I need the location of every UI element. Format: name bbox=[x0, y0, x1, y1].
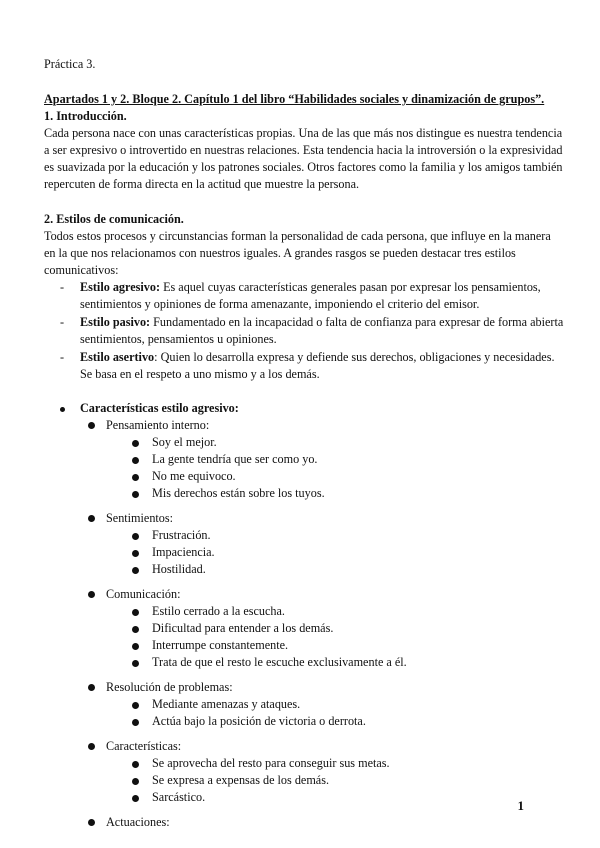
characteristic-group bbox=[80, 417, 564, 502]
characteristic-item bbox=[106, 789, 564, 806]
characteristic-item-text: Frustración. bbox=[152, 528, 211, 542]
characteristic-group bbox=[80, 510, 564, 578]
characteristic-group-label: Resolución de problemas: bbox=[106, 680, 233, 694]
characteristic-group bbox=[80, 814, 564, 831]
characteristic-item bbox=[106, 772, 564, 789]
characteristic-item-text: Se aprovecha del resto para conseguir sus metas. bbox=[152, 756, 390, 770]
style-term: Estilo agresivo: bbox=[80, 280, 161, 294]
characteristic-group-label: Pensamiento interno: bbox=[106, 418, 210, 432]
square-bullet-icon bbox=[132, 660, 139, 667]
bullet-icon bbox=[60, 407, 65, 412]
hollow-bullet-icon bbox=[88, 684, 95, 691]
square-bullet-icon bbox=[132, 778, 139, 785]
square-bullet-icon bbox=[132, 626, 139, 633]
hollow-bullet-icon bbox=[88, 819, 95, 826]
style-description: Fundamentado en la incapacidad o falta de confianza para expresar de forma abierta sentimientos, pensamientos u opiniones. bbox=[80, 315, 564, 346]
style-description: : Quien lo desarrolla expresa y defiende sus derechos, obligaciones y necesidades. Se basa en el respeto a uno mismo y a los demás. bbox=[80, 350, 555, 381]
characteristic-item bbox=[106, 561, 564, 578]
style-term: Estilo asertivo bbox=[80, 350, 155, 364]
characteristic-items bbox=[106, 696, 564, 730]
style-aggressive bbox=[44, 279, 564, 313]
characteristic-items bbox=[106, 434, 564, 502]
style-passive bbox=[44, 314, 564, 348]
characteristic-item bbox=[106, 468, 564, 485]
characteristic-group-label: Características: bbox=[106, 739, 182, 753]
square-bullet-icon bbox=[132, 567, 139, 574]
characteristic-item bbox=[106, 544, 564, 561]
document-page bbox=[44, 56, 564, 839]
characteristic-item-text: Se expresa a expensas de los demás. bbox=[152, 773, 329, 787]
characteristic-item-text: Mediante amenazas y ataques. bbox=[152, 697, 301, 711]
characteristic-item bbox=[106, 696, 564, 713]
characteristic-items bbox=[106, 603, 564, 671]
characteristic-group-label: Comunicación: bbox=[106, 587, 181, 601]
square-bullet-icon bbox=[132, 491, 139, 498]
style-assertive bbox=[44, 349, 564, 383]
square-bullet-icon bbox=[132, 702, 139, 709]
style-description: Es aquel cuyas características generales pasan por expresar los pensamientos, sentimientos y opiniones de forma amenazante, imponiendo el criterio del emisor. bbox=[80, 280, 541, 311]
characteristic-group bbox=[80, 586, 564, 671]
square-bullet-icon bbox=[132, 795, 139, 802]
characteristic-item bbox=[106, 485, 564, 502]
dash-marker: - bbox=[60, 280, 65, 294]
characteristic-item bbox=[106, 434, 564, 451]
characteristic-item bbox=[106, 620, 564, 637]
hollow-bullet-icon bbox=[88, 515, 95, 522]
characteristic-item bbox=[106, 527, 564, 544]
characteristic-group bbox=[80, 738, 564, 806]
section-1-body: Cada persona nace con unas características propias. Una de las que más nos distingue es nuestra tendencia a ser expresivo o introvertido en nuestras relaciones. Esta tendencia hacia la introversión o la expresividad es suavizada por la educación y los patrones sociales. Otros factores como la familia y los amigos también repercuten de forma directa en la actitud que muestre la persona. bbox=[44, 126, 563, 191]
characteristic-item bbox=[106, 603, 564, 620]
characteristic-item bbox=[106, 637, 564, 654]
dash-marker: - bbox=[60, 350, 65, 364]
square-bullet-icon bbox=[132, 719, 139, 726]
square-bullet-icon bbox=[132, 440, 139, 447]
characteristic-groups bbox=[80, 417, 564, 831]
characteristic-item bbox=[106, 451, 564, 468]
characteristic-item-text: Mis derechos están sobre los tuyos. bbox=[152, 486, 325, 500]
characteristic-item-text: La gente tendría que ser como yo. bbox=[152, 452, 318, 466]
document-title: Práctica 3. bbox=[44, 57, 96, 71]
square-bullet-icon bbox=[132, 761, 139, 768]
characteristic-item-text: Soy el mejor. bbox=[152, 435, 217, 449]
characteristic-items bbox=[106, 527, 564, 578]
aggressive-characteristics bbox=[44, 400, 564, 831]
characteristic-item-text: No me equivoco. bbox=[152, 469, 236, 483]
style-term: Estilo pasivo: bbox=[80, 315, 151, 329]
square-bullet-icon bbox=[132, 550, 139, 557]
characteristic-item-text: Trata de que el resto le escuche exclusivamente a él. bbox=[152, 655, 407, 669]
characteristic-item-text: Hostilidad. bbox=[152, 562, 206, 576]
page-number: 1 bbox=[517, 798, 524, 813]
hollow-bullet-icon bbox=[88, 743, 95, 750]
characteristic-item bbox=[106, 654, 564, 671]
square-bullet-icon bbox=[132, 474, 139, 481]
square-bullet-icon bbox=[132, 643, 139, 650]
characteristic-item-text: Actúa bajo la posición de victoria o derrota. bbox=[152, 714, 366, 728]
characteristic-item bbox=[106, 713, 564, 730]
communication-styles-list bbox=[44, 279, 564, 383]
square-bullet-icon bbox=[132, 533, 139, 540]
hollow-bullet-icon bbox=[88, 422, 95, 429]
characteristic-item-text: Sarcástico. bbox=[152, 790, 206, 804]
section-2-heading: 2. Estilos de comunicación. bbox=[44, 212, 184, 226]
characteristic-item-text: Estilo cerrado a la escucha. bbox=[152, 604, 285, 618]
characteristic-item-text: Interrumpe constantemente. bbox=[152, 638, 289, 652]
characteristic-group-label: Actuaciones: bbox=[106, 815, 170, 829]
characteristic-items bbox=[106, 755, 564, 806]
characteristic-item bbox=[106, 755, 564, 772]
square-bullet-icon bbox=[132, 609, 139, 616]
dash-marker: - bbox=[60, 315, 65, 329]
document-subtitle: Apartados 1 y 2. Bloque 2. Capítulo 1 del libro “Habilidades sociales y dinamización de grupos”. bbox=[44, 92, 545, 106]
characteristic-group-label: Sentimientos: bbox=[106, 511, 174, 525]
square-bullet-icon bbox=[132, 457, 139, 464]
hollow-bullet-icon bbox=[88, 591, 95, 598]
aggressive-characteristics-item bbox=[44, 400, 564, 831]
section-1-heading: 1. Introducción. bbox=[44, 109, 127, 123]
aggressive-characteristics-label: Características estilo agresivo: bbox=[80, 401, 239, 415]
characteristic-item-text: Impaciencia. bbox=[152, 545, 215, 559]
characteristic-group bbox=[80, 679, 564, 730]
section-2-body: Todos estos procesos y circunstancias forman la personalidad de cada persona, que influye en la manera en la que nos relacionamos con nuestros iguales. A grandes rasgos se pueden destacar tres estilos comunicativos: bbox=[44, 229, 551, 277]
characteristic-item-text: Dificultad para entender a los demás. bbox=[152, 621, 334, 635]
